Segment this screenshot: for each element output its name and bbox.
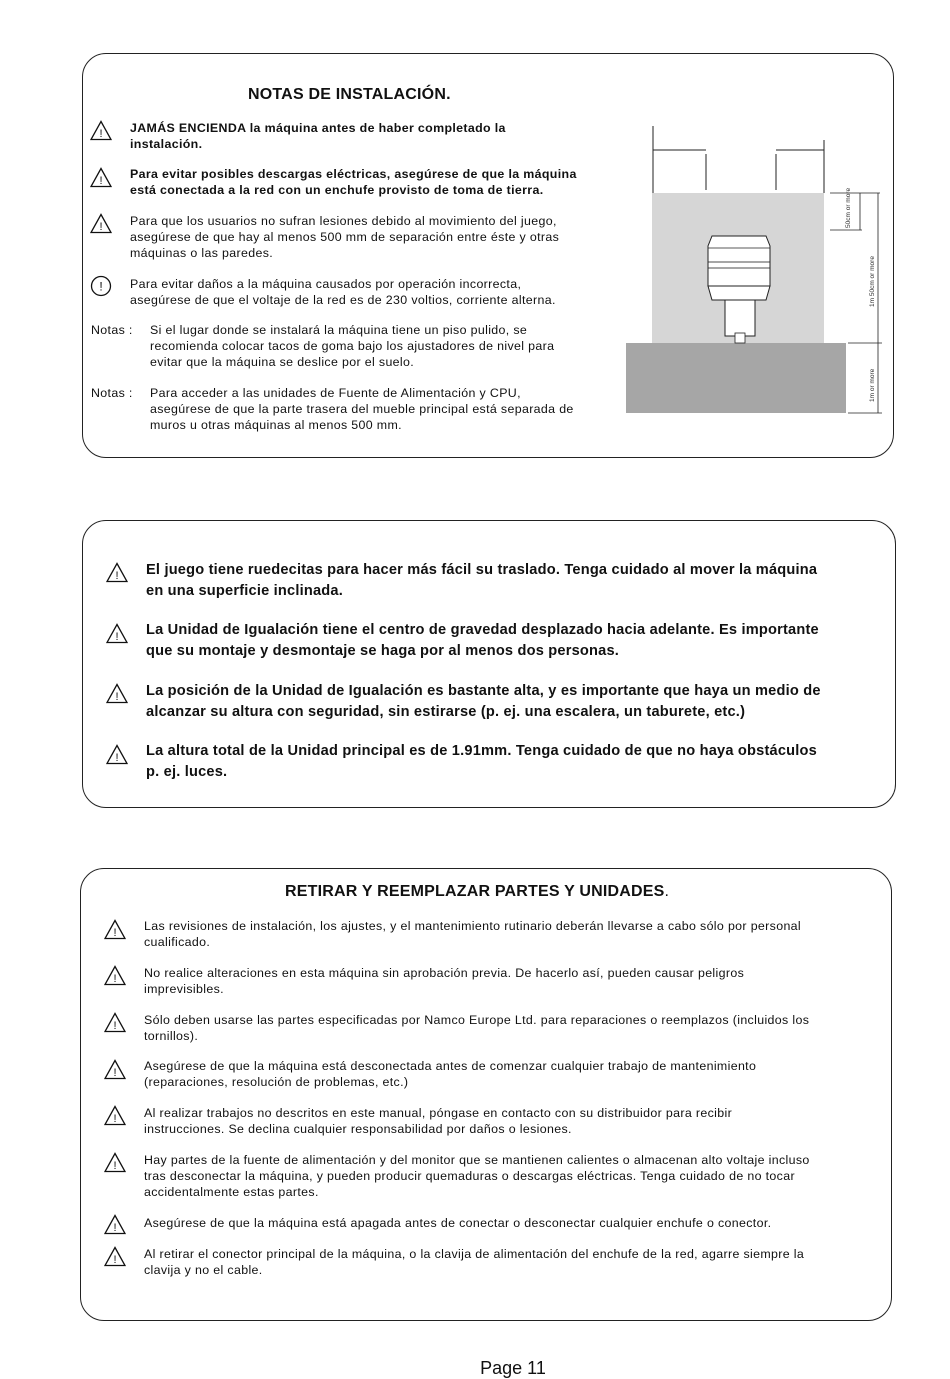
notes-label: Notas : (91, 323, 133, 337)
warning-triangle-icon (90, 213, 112, 234)
svg-text:!: ! (113, 1222, 117, 1234)
warning-text: Para evitar posibles descargas eléctricas, asegúrese de que la máquina está conectada a la red con un enchufe provisto de toma de tierra. (130, 167, 577, 197)
page-number: Page 11 (480, 1358, 546, 1378)
parts-warning-text: Al retirar el conector principal de la máquina, o la clavija de alimentación del enchufe de la red, agarre siempre la clavija y no el cable. (144, 1247, 805, 1277)
warning-triangle-icon (104, 1059, 126, 1080)
warning-text: JAMÁS ENCIENDA la máquina antes de haber completado la instalación. (130, 121, 506, 151)
svg-text:!: ! (99, 221, 103, 233)
warning-triangle-icon (106, 683, 128, 704)
warning-text: Para que los usuarios no sufran lesiones debido al movimiento del juego, asegúrese de que hay al menos 500 mm de separación entre éste y otras máquinas o las paredes. (130, 214, 560, 260)
svg-text:!: ! (113, 927, 117, 939)
note-text: Si el lugar donde se instalará la máquina tiene un piso pulido, se recomienda colocar tacos de goma bajo los ajustadores de nivel para evitar que la máquina se deslice por el suelo. (150, 323, 555, 369)
transport-warning-text: El juego tiene ruedecitas para hacer más fácil su traslado. Tenga cuidado al mover la máquina en una superficie inclinada. (146, 562, 818, 599)
installation-notes-title: NOTAS DE INSTALACIÓN. (248, 86, 451, 103)
svg-text:!: ! (115, 631, 119, 643)
svg-text:!: ! (113, 973, 117, 985)
exclamation-circle-icon (90, 275, 112, 296)
notes-label: Notas : (91, 386, 133, 400)
svg-text:!: ! (113, 1254, 117, 1266)
warning-triangle-icon (104, 1214, 126, 1235)
svg-text:!: ! (115, 691, 119, 703)
caution-text: Para evitar daños a la máquina causados por operación incorrecta, asegúrese de que el voltaje de la red es de 230 voltios, corriente alterna. (130, 277, 556, 307)
svg-text:!: ! (115, 752, 119, 764)
svg-text:!: ! (113, 1113, 117, 1125)
warning-triangle-icon (104, 965, 126, 986)
svg-text:!: ! (115, 570, 119, 582)
warning-triangle-icon (106, 744, 128, 765)
warning-triangle-icon (104, 1012, 126, 1033)
svg-text:!: ! (113, 1160, 117, 1172)
svg-text:!: ! (113, 1067, 117, 1079)
warning-triangle-icon (106, 562, 128, 583)
warning-triangle-icon (90, 167, 112, 188)
svg-text:!: ! (99, 279, 103, 294)
parts-replacement-title: RETIRAR Y REEMPLAZAR PARTES Y UNIDADES. (285, 883, 670, 900)
svg-text:!: ! (99, 128, 103, 140)
svg-text:!: ! (99, 175, 103, 187)
diagram-label-middle: 1m 50cm or more (869, 256, 876, 307)
warning-triangle-icon (106, 623, 128, 644)
diagram-label-top: 50cm or more (845, 187, 852, 228)
transport-warning-text: La posición de la Unidad de Igualación es bastante alta, y es importante que haya un medio de alcanzar su altura con seguridad, sin estirarse (p. ej. una escalera, un taburete, etc.) (146, 683, 821, 720)
warning-triangle-icon (90, 120, 112, 141)
parts-warning-text: Hay partes de la fuente de alimentación y del monitor que se mantienen calientes o almacenan alto voltaje incluso tras desconectar la máquina, y pueden producir quemaduras o descargas eléctricas. Tenga cuidado de no tocar accidentalmente estas partes. (144, 1153, 810, 1199)
parts-warning-text: Las revisiones de instalación, los ajustes, y el mantenimiento rutinario deberán llevarse a cabo sólo por personal cualificado. (144, 919, 802, 949)
warning-triangle-icon (104, 919, 126, 940)
parts-warning-text: Sólo deben usarse las partes especificadas por Namco Europe Ltd. para reparaciones o reemplazos (incluidos los tornillos). (144, 1013, 810, 1043)
warning-triangle-icon (104, 1105, 126, 1126)
note-text: Para acceder a las unidades de Fuente de Alimentación y CPU, asegúrese de que la parte trasera del mueble principal está separada de muros u otras máquinas al menos 500 mm. (150, 386, 574, 432)
diagram-label-bottom: 1m or more (869, 368, 876, 402)
warning-triangle-icon (104, 1152, 126, 1173)
transport-warning-text: La Unidad de Igualación tiene el centro de gravedad desplazado hacia adelante. Es importante que su montaje y desmontaje se haga por al menos dos personas. (146, 622, 819, 659)
parts-warning-text: No realice alteraciones en esta máquina sin aprobación previa. De hacerlo así, pueden causar peligros imprevisibles. (144, 966, 745, 996)
svg-text:!: ! (113, 1020, 117, 1032)
warning-triangle-icon (104, 1246, 126, 1267)
installation-clearance-diagram (620, 120, 890, 420)
parts-warning-text: Asegúrese de que la máquina está desconectada antes de comenzar cualquier trabajo de mantenimiento (reparaciones, resolución de problemas, etc.) (144, 1059, 757, 1089)
parts-warning-text: Al realizar trabajos no descritos en este manual, póngase en contacto con su distribuidor para recibir instrucciones. Se declina cualquier responsabilidad por daños o lesiones. (144, 1106, 733, 1136)
parts-warning-text: Asegúrese de que la máquina está apagada antes de conectar o desconectar cualquier enchufe o conector. (144, 1216, 772, 1230)
transport-warning-text: La altura total de la Unidad principal es de 1.91mm. Tenga cuidado de que no haya obstáculos p. ej. luces. (146, 743, 817, 780)
